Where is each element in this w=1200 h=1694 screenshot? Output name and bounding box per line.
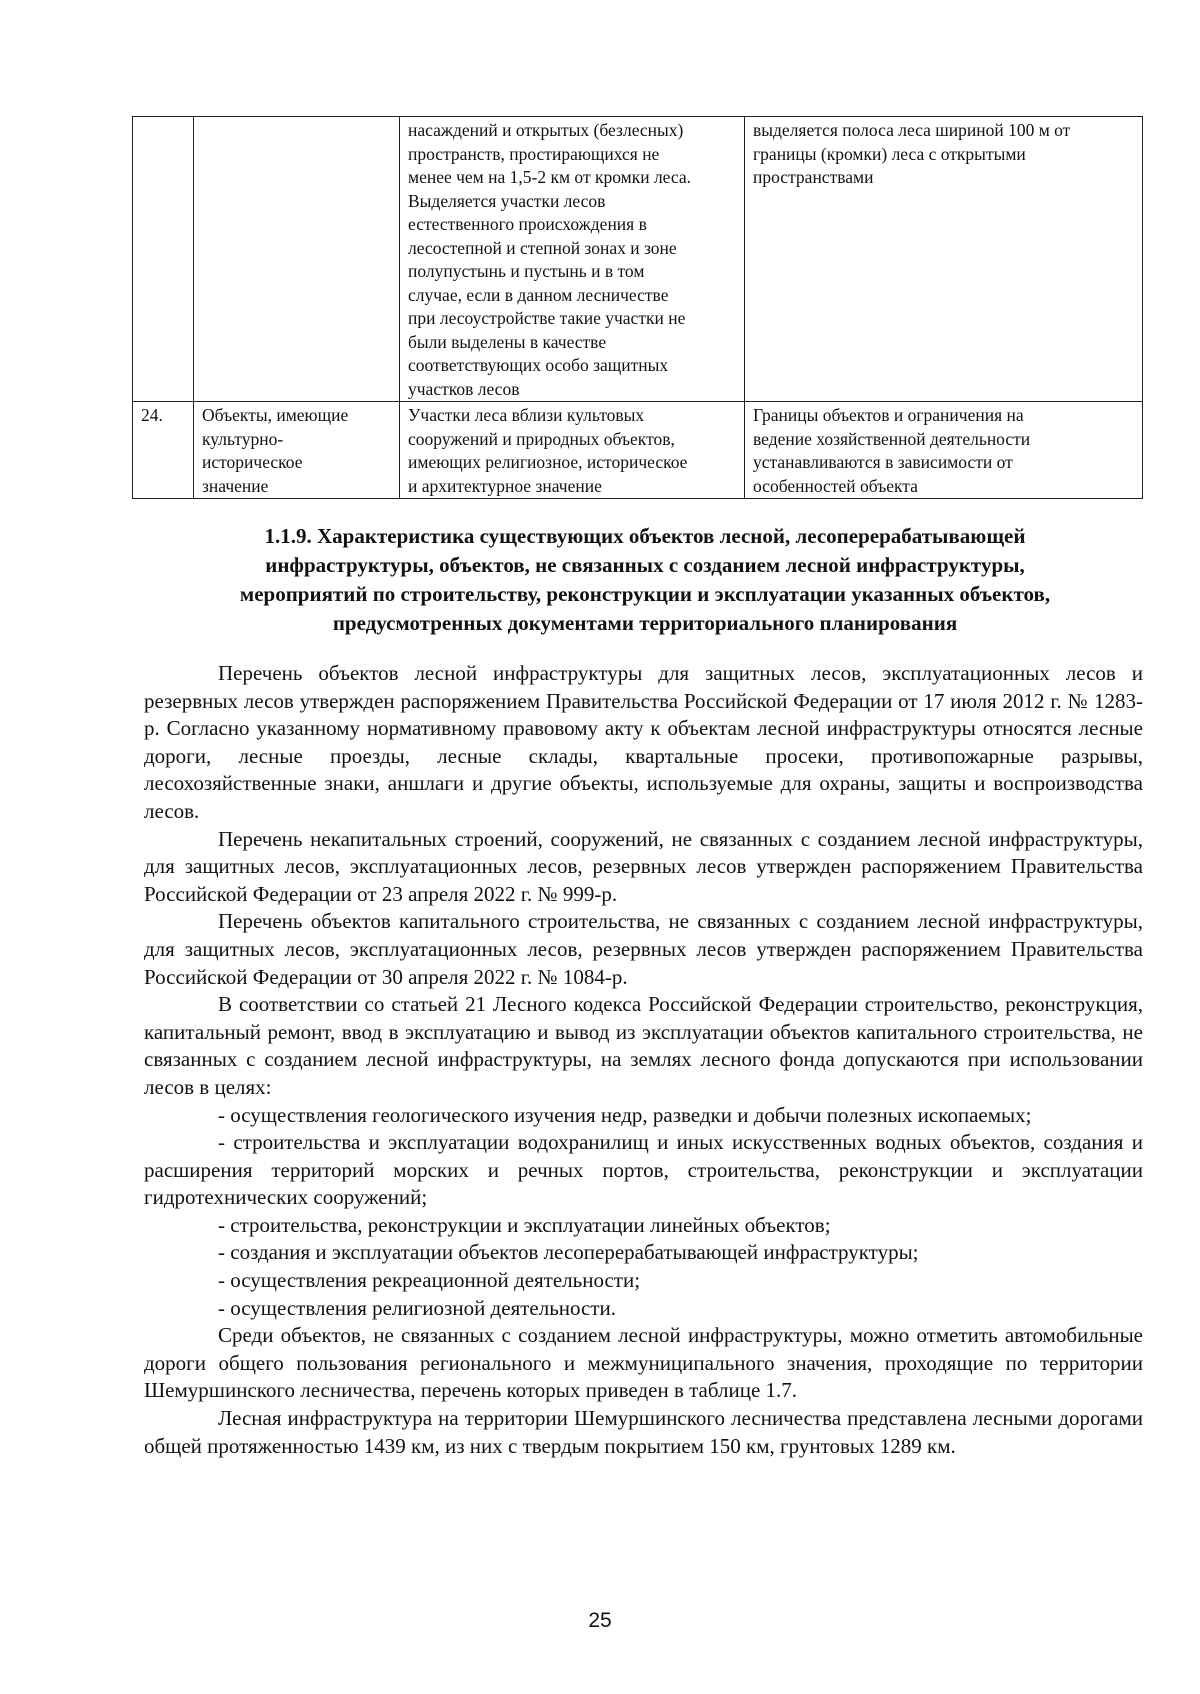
object-name-cell: [194, 117, 400, 402]
section-heading: [150, 522, 1140, 638]
row-number-cell: 24.: [133, 402, 194, 499]
heading-line: мероприятий по строительству, реконструкции и эксплуатации указанных объектов,: [239, 582, 1051, 606]
paragraph-capital-list: Перечень объектов капитального строительства, не связанных с созданием лесной инфраструктуры, для защитных лесов, эксплуатационных лесов, резервных лесов утвержден распоряжением Правительства Российской Федерации от 30 апреля 2022 г. № 1084-р.: [144, 909, 1143, 989]
description-cell: насаждений и открытых (безлесных) пространств, простирающихся не менее чем на 1,5-2 км от кромки леса. Выделяется участки лесов естественного происхождения в лесостепной и степной зонах и зоне полупустынь и пустынь и в том случае, если в данном лесничестве при лесоустройстве такие участки не были выделены в качестве соответствующих особо защитных участков лесов: [400, 117, 745, 402]
heading-line: 1.1.9. Характеристика существующих объектов лесной, лесоперерабатывающей: [264, 524, 1026, 548]
list-item: - осуществления геологического изучения недр, разведки и добычи полезных ископаемых;: [218, 1102, 1032, 1127]
table-row: [133, 117, 1143, 402]
heading-line: предусмотренных документами территориального планирования: [332, 611, 958, 635]
list-item: - строительства и эксплуатации водохранилищ и иных искусственных водных объектов, создания и расширения территорий морских и речных портов, строительства, реконструкции и эксплуатации гидротехнических сооружений;: [144, 1130, 1143, 1210]
paragraph-noncapital-list: Перечень некапитальных строений, сооружений, не связанных с созданием лесной инфраструктуры, для защитных лесов, эксплуатационных лесов, резервных лесов утвержден распоряжением Правительства Российской Федерации от 23 апреля 2022 г. № 999-р.: [144, 826, 1143, 906]
heading-line: инфраструктуры, объектов, не связанных с созданием лесной инфраструктуры,: [265, 553, 1025, 577]
list-item: - строительства, реконструкции и эксплуатации линейных объектов;: [218, 1212, 831, 1237]
forest-protection-table: [132, 116, 1143, 499]
page-number: 25: [588, 1609, 612, 1632]
paragraph-roads: Среди объектов, не связанных с созданием лесной инфраструктуры, можно отметить автомобильные дороги общего пользования регионального и межмуниципального значения, проходящие по территории Шемуршинского лесничества, перечень которых приведен в таблице 1.7.: [144, 1323, 1143, 1403]
row-number-cell: [133, 117, 194, 402]
section-body: [144, 660, 1143, 1460]
list-item: - осуществления религиозной деятельности.: [218, 1295, 617, 1320]
list-item: - осуществления рекреационной деятельности;: [218, 1268, 641, 1293]
paragraph-forest-code: В соответствии со статьей 21 Лесного кодекса Российской Федерации строительство, реконструкция, капитальный ремонт, ввод в эксплуатацию и вывод из эксплуатации объектов капитального строительства, не связанных с созданием лесной инфраструктуры, на землях лесного фонда допускаются при использовании лесов в целях:: [144, 992, 1143, 1099]
rules-cell: Границы объектов и ограничения на ведение хозяйственной деятельности устанавливаются в зависимости от особенностей объекта: [745, 402, 1143, 499]
object-name-cell: Объекты, имеющие культурно- историческое значение: [194, 402, 400, 499]
paragraph-forest-roads: Лесная инфраструктура на территории Шемуршинского лесничества представлена лесными дорогами общей протяженностью 1439 км, из них с твердым покрытием 150 км, грунтовых 1289 км.: [144, 1406, 1143, 1458]
list-item: - создания и эксплуатации объектов лесоперерабатывающей инфраструктуры;: [218, 1240, 919, 1265]
table-row: [133, 402, 1143, 499]
description-cell: Участки леса вблизи культовых сооружений и природных объектов, имеющих религиозное, историческое и архитектурное значение: [400, 402, 745, 499]
paragraph-infrastructure-list: Перечень объектов лесной инфраструктуры для защитных лесов, эксплуатационных лесов и резервных лесов утвержден распоряжением Правительства Российской Федерации от 17 июля 2012 г. № 1283-р. Согласно указанному нормативному правовому акту к объектам лесной инфраструктуры относятся лесные дороги, лесные проезды, лесные склады, квартальные просеки, противопожарные разрывы, лесохозяйственные знаки, аншлаги и другие объекты, используемые для охраны, защиты и воспроизводства лесов.: [144, 661, 1143, 823]
rules-cell: выделяется полоса леса шириной 100 м от границы (кромки) леса с открытыми пространствами: [745, 117, 1143, 402]
